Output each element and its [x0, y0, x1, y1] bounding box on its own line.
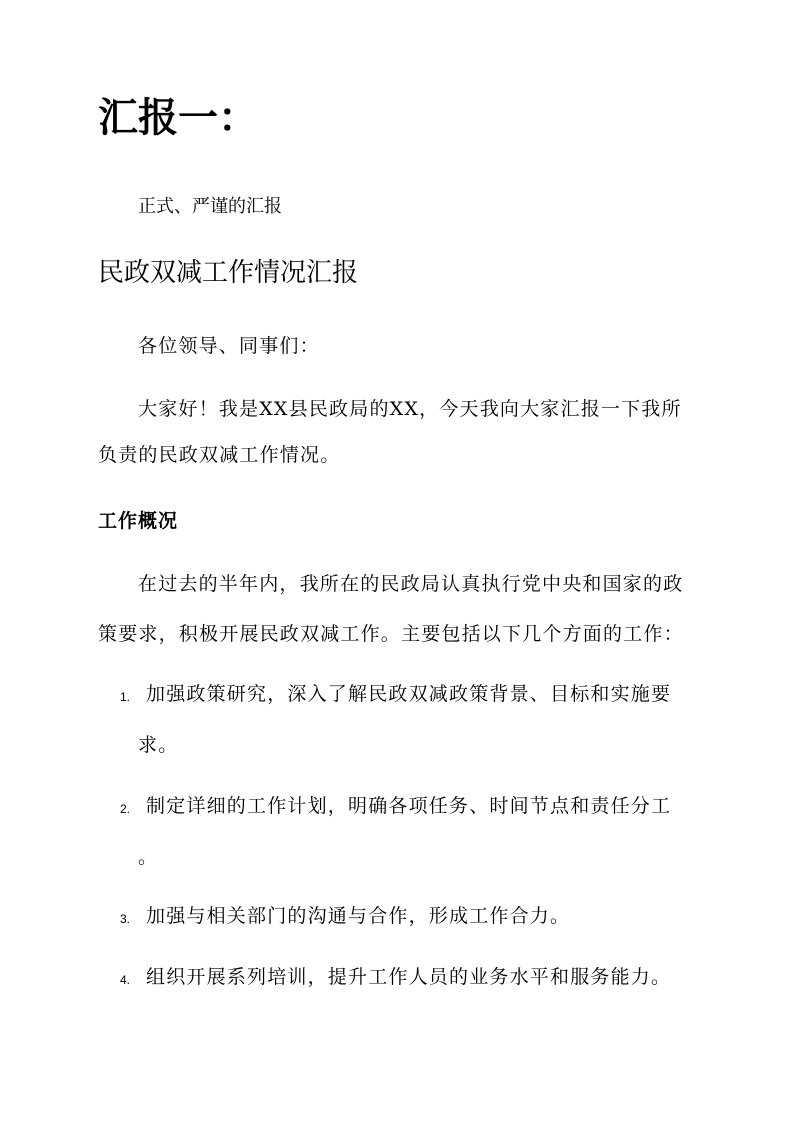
list-item-text-continued: 求。 [138, 734, 179, 756]
greeting: 各位领导、同事们： [138, 335, 320, 357]
document-title: 汇报一： [98, 95, 258, 141]
overview-line-1: 在过去的半年内，我所在的民政局认真执行党中央和国家的政 [138, 573, 684, 595]
report-title: 民政双减工作情况汇报 [98, 258, 359, 288]
list-item-text: 制定详细的工作计划，明确各项任务、时间节点和责任分工 [146, 795, 672, 817]
subtitle: 正式、严谨的汇报 [138, 196, 282, 217]
overview-line-2: 策要求，积极开展民政双减工作。主要包括以下几个方面的工作： [98, 623, 684, 645]
section-title: 工作概况 [98, 510, 179, 532]
list-item-text: 加强政策研究，深入了解民政双减政策背景、目标和实施要 [146, 683, 672, 705]
intro-line-1: 大家好！我是XX县民政局的XX，今天我向大家汇报一下我所 [138, 398, 682, 420]
list-item-text-continued: 。 [138, 846, 159, 868]
list-item-number: 3. [120, 912, 131, 926]
list-item-number: 2. [120, 802, 131, 816]
list-item-text: 组织开展系列培训，提升工作人员的业务水平和服务能力。 [146, 966, 672, 988]
list-item-number: 1. [120, 690, 131, 704]
intro-line-2: 负责的民政双减工作情况。 [98, 444, 341, 466]
list-item-text: 加强与相关部门的沟通与合作，形成工作合力。 [146, 905, 571, 927]
list-item-number: 4. [120, 973, 131, 987]
